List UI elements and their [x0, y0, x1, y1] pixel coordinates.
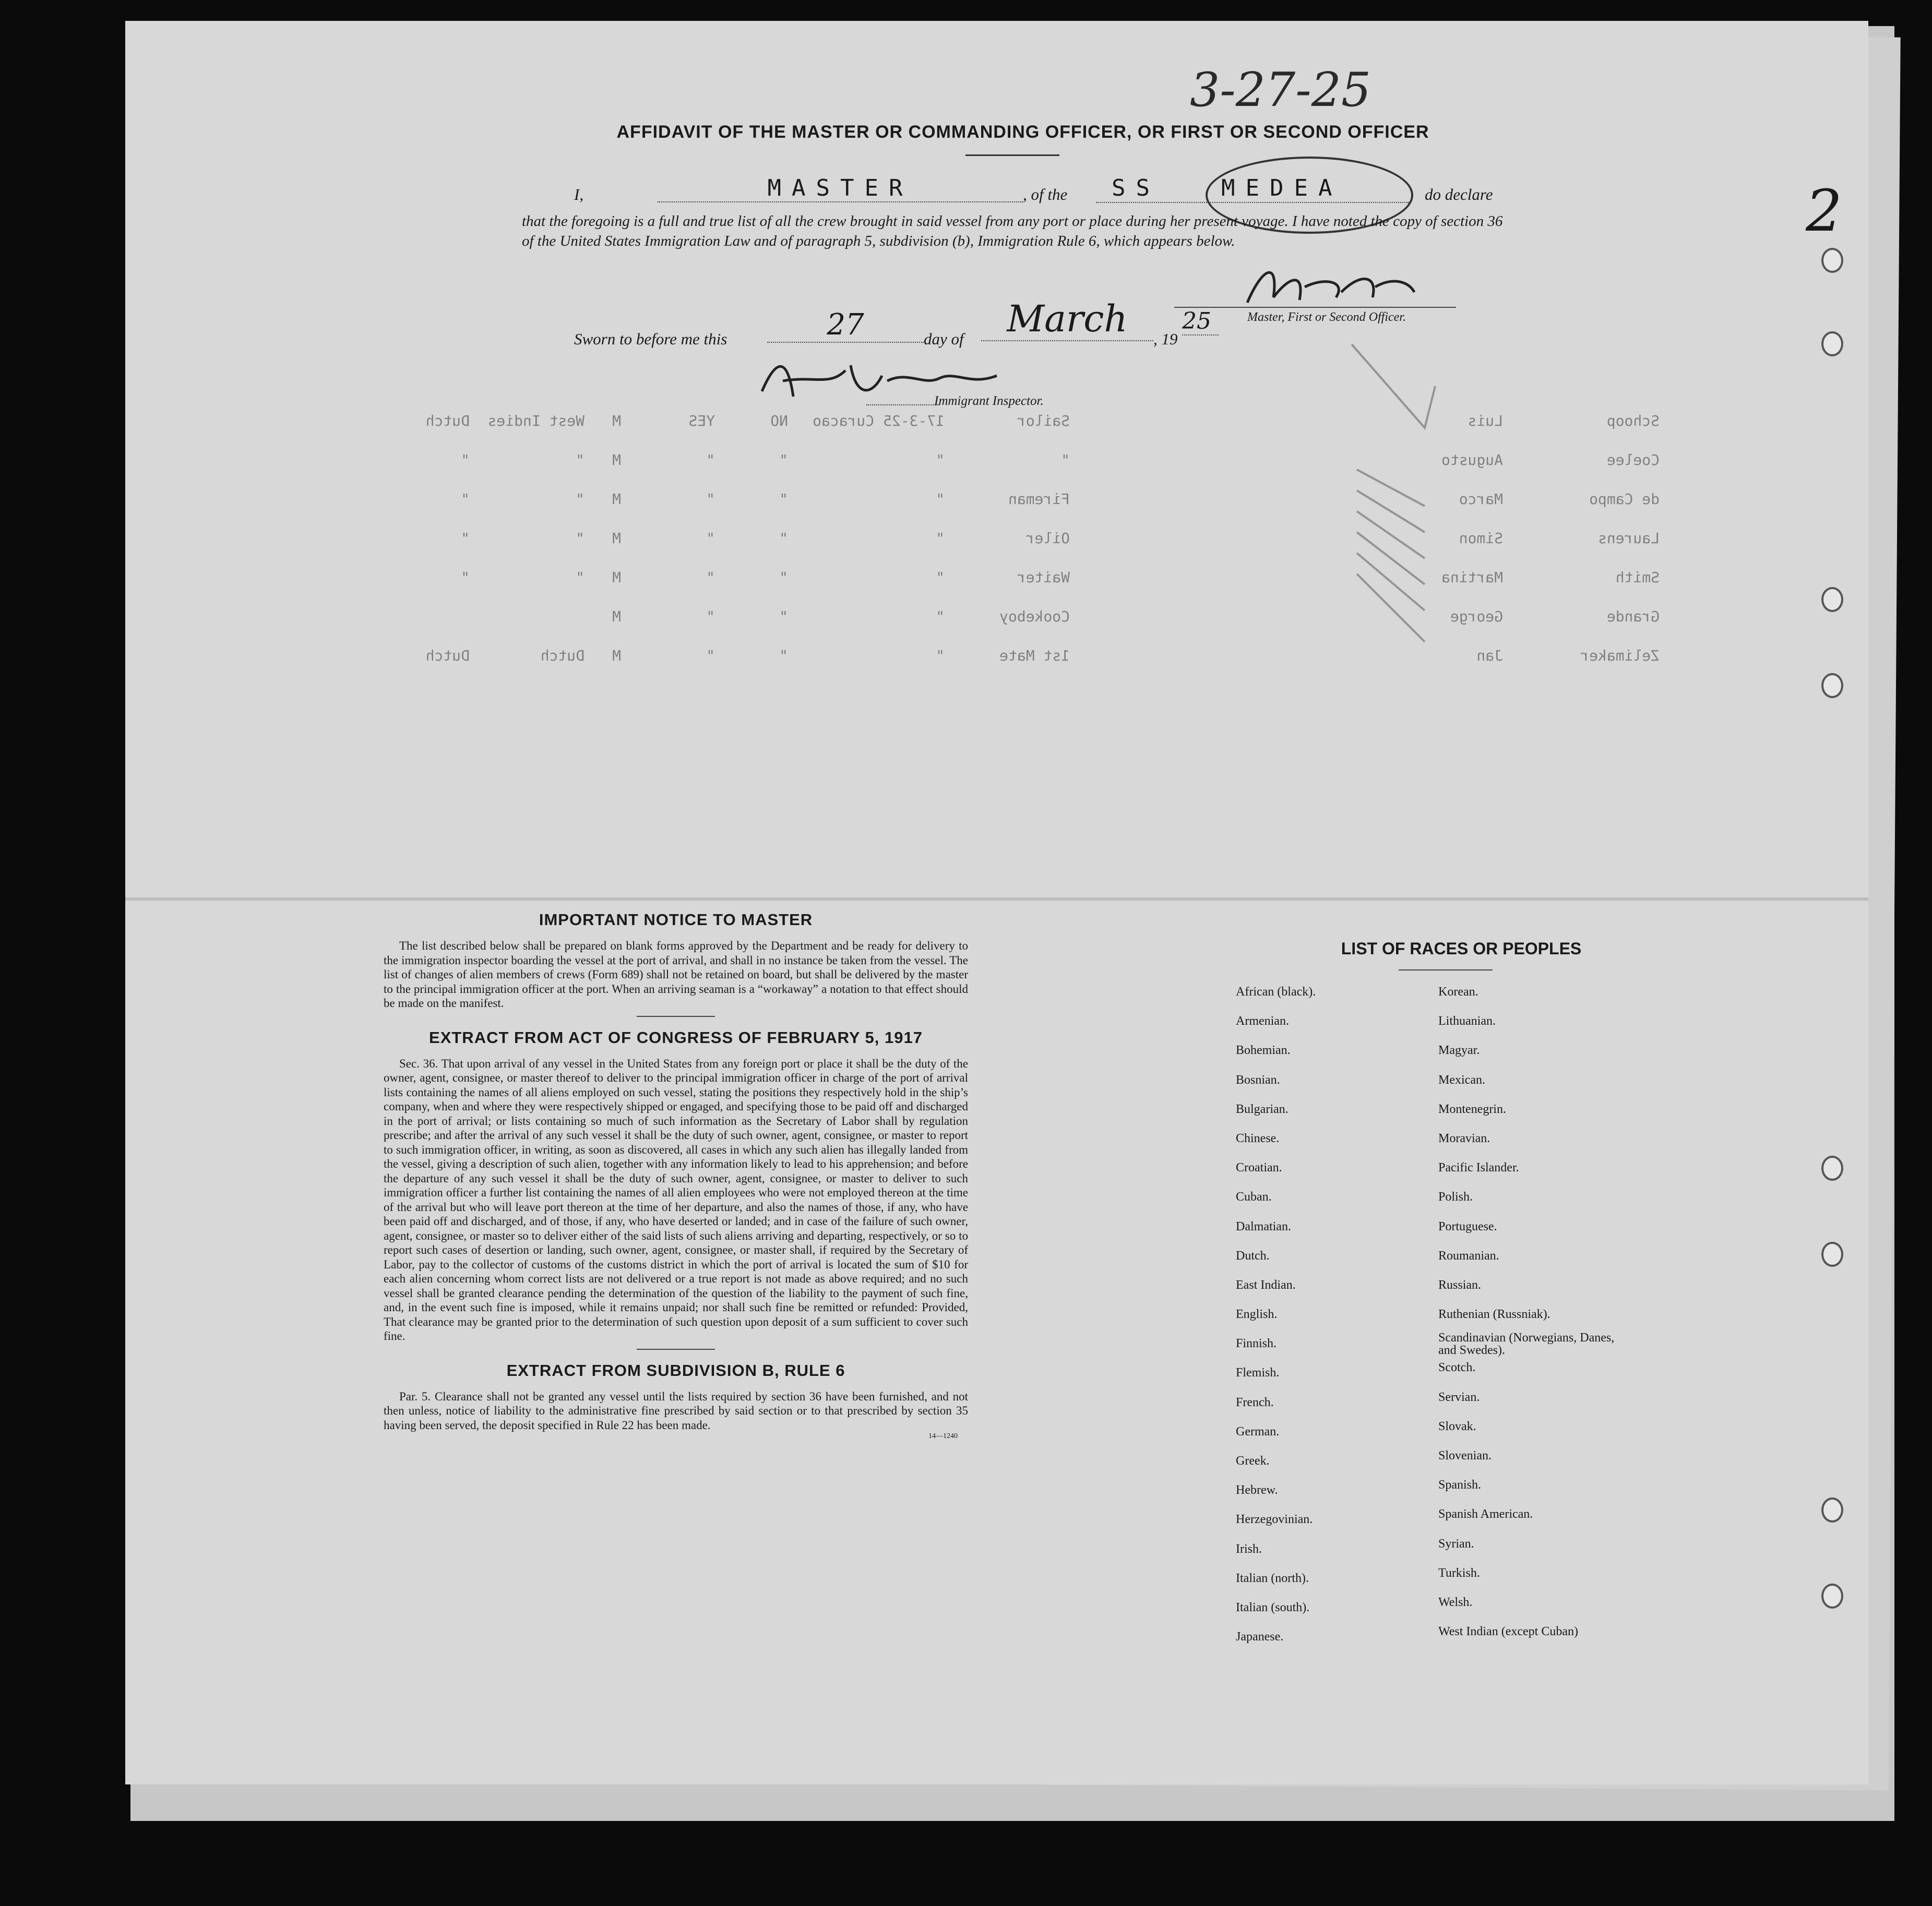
inspector-caption: Immigrant Inspector.	[934, 394, 1044, 408]
crew-position: Cookeboy	[999, 608, 1070, 625]
crew-sex: M	[612, 451, 621, 469]
crew-col1: "	[779, 647, 788, 664]
punch-hole	[1821, 1584, 1843, 1609]
race-item: Dalmatian.	[1236, 1219, 1291, 1233]
race-item: Dutch.	[1236, 1249, 1270, 1263]
section-rule	[637, 1349, 715, 1350]
race-item: Scotch.	[1438, 1361, 1476, 1375]
race-item: Greek.	[1236, 1454, 1270, 1468]
race-item: Chinese.	[1236, 1131, 1280, 1145]
crew-col1: NO	[770, 412, 788, 429]
crew-position: Waiter	[1017, 569, 1070, 586]
crew-col2: "	[706, 608, 715, 625]
check-marks	[1346, 334, 1451, 668]
master-field: MASTER	[658, 175, 1023, 202]
race-item: Welsh.	[1438, 1595, 1473, 1609]
of-the-label: , of the	[1023, 185, 1068, 203]
crew-col1: "	[779, 608, 788, 625]
do-declare-label: do declare	[1425, 185, 1493, 203]
punch-hole	[1821, 1242, 1843, 1267]
crew-surname: Coelee	[1606, 451, 1660, 469]
crew-date: 17-3-25 Curacao	[813, 412, 945, 429]
crew-row	[407, 530, 1660, 566]
crew-given: Martina	[1441, 569, 1503, 586]
punch-hole	[1821, 587, 1843, 612]
punch-hole	[1821, 1497, 1843, 1523]
fold-crease	[125, 897, 1868, 901]
page-number: 2	[1806, 177, 1842, 244]
master-signature	[1242, 256, 1420, 313]
race-item: English.	[1236, 1308, 1278, 1322]
title-rule	[965, 154, 1059, 156]
affidavit-title: AFFIDAVIT OF THE MASTER OR COMMANDING OFFICER, OR FIRST OR SECOND OFFICER	[616, 122, 1429, 142]
race-item: Armenian.	[1236, 1014, 1289, 1028]
crew-race: "	[576, 569, 585, 586]
crew-nationality: "	[461, 569, 470, 586]
crew-col1: "	[779, 530, 788, 547]
rule-text: Par. 5. Clearance shall not be granted any vessel until the lists required by section 36 have been furnished, and not then unless, notice of liability to the administrative fine prescribed by said section or to that prescribed by section 35 having been served, the deposit specified in Rule 22 has been made.	[384, 1389, 968, 1432]
crew-col1: "	[779, 569, 788, 586]
crew-sex: M	[612, 569, 621, 586]
crew-row	[407, 608, 1660, 644]
crew-row	[407, 569, 1660, 605]
crew-sex: M	[612, 412, 621, 429]
race-item: West Indian (except Cuban)	[1438, 1625, 1578, 1639]
sworn-year: 25	[1182, 308, 1219, 335]
races-rule	[1399, 969, 1493, 970]
race-item: Ruthenian (Russniak).	[1438, 1308, 1551, 1322]
punch-hole	[1821, 248, 1843, 273]
form-number: 14—1240	[928, 1432, 958, 1440]
race-item: Slovenian.	[1438, 1449, 1492, 1463]
race-item: Italian (north).	[1236, 1571, 1309, 1585]
crew-given: Simon	[1459, 530, 1503, 547]
race-item: Italian (south).	[1236, 1600, 1310, 1614]
race-item: Finnish.	[1236, 1337, 1277, 1351]
race-item: Pacific Islander.	[1438, 1161, 1519, 1175]
crew-position: "	[1061, 451, 1070, 469]
rule-title: EXTRACT FROM SUBDIVISION B, RULE 6	[506, 1361, 845, 1380]
crew-col2: "	[706, 451, 715, 469]
crew-given: Luis	[1468, 412, 1503, 429]
crew-date: "	[936, 451, 945, 469]
crew-nationality: "	[461, 490, 470, 508]
race-item: Korean.	[1438, 985, 1478, 999]
race-item: Montenegrin.	[1438, 1102, 1506, 1116]
race-item: Spanish American.	[1438, 1507, 1533, 1521]
crew-row	[407, 647, 1660, 684]
handwritten-date: 3-27-25	[1190, 63, 1372, 117]
race-item: Bulgarian.	[1236, 1102, 1289, 1116]
sworn-label: Sworn to before me this	[574, 330, 728, 348]
signature-caption: Master, First or Second Officer.	[1247, 310, 1406, 324]
race-item: East Indian.	[1236, 1278, 1296, 1292]
race-item: Bosnian.	[1236, 1073, 1280, 1087]
crew-nationality: "	[461, 451, 470, 469]
crew-race: West Indies	[487, 412, 585, 429]
crew-sex: M	[612, 530, 621, 547]
race-item: Mexican.	[1438, 1073, 1485, 1087]
punch-hole	[1821, 673, 1843, 698]
crew-col2: "	[706, 490, 715, 508]
race-item: Syrian.	[1438, 1537, 1474, 1551]
crew-surname: Laurens	[1597, 530, 1660, 547]
race-item: German.	[1236, 1424, 1280, 1439]
year-prefix: , 19	[1153, 330, 1178, 348]
crew-position: 1st Mate	[999, 647, 1070, 664]
race-item: Flemish.	[1236, 1366, 1280, 1380]
race-item: Servian.	[1438, 1390, 1480, 1404]
race-item: Portuguese.	[1438, 1219, 1497, 1233]
vessel-prefix: SS	[1112, 175, 1160, 201]
race-item: Magyar.	[1438, 1044, 1480, 1058]
crew-row	[407, 451, 1660, 488]
race-item: Lithuanian.	[1438, 1014, 1496, 1028]
crew-given: Marco	[1459, 490, 1503, 508]
crew-date: "	[936, 569, 945, 586]
crew-position: Fireman	[1008, 490, 1070, 508]
crew-row	[407, 412, 1660, 449]
crew-given: George	[1450, 608, 1503, 625]
day-of-label: day of	[924, 330, 964, 348]
crew-date: "	[936, 490, 945, 508]
race-item: Russian.	[1438, 1278, 1482, 1292]
crew-race: "	[576, 530, 585, 547]
crew-row	[407, 490, 1660, 527]
race-item: Polish.	[1438, 1190, 1473, 1204]
declaration-body: that the foregoing is a full and true list of all the crew brought in said vessel from any port or place during her present voyage. I have noted the copy of section 36 of the United States Immigration Law and of paragraph 5, subdivision (b), Immigration Rule 6, which appears below.	[522, 213, 1503, 249]
crew-date: "	[936, 608, 945, 625]
crew-race: "	[576, 451, 585, 469]
punch-hole	[1821, 1156, 1843, 1181]
crew-position: Oiler	[1025, 530, 1070, 547]
crew-col2: "	[706, 530, 715, 547]
race-item: African (black).	[1236, 985, 1316, 999]
crew-col2: YES	[688, 412, 715, 429]
crew-surname: Grande	[1606, 608, 1660, 625]
crew-race: Dutch	[540, 647, 585, 664]
act-title: EXTRACT FROM ACT OF CONGRESS OF FEBRUARY 5, 1917	[429, 1028, 923, 1047]
race-item: Herzegovinian.	[1236, 1513, 1313, 1527]
act-text: Sec. 36. That upon arrival of any vessel in the United States from any foreign port or place it shall be the duty of the owner, agent, consignee, or master thereof to deliver to the principal immigration officer in charge of the port of arrival lists containing the names of all aliens employed on such vessel, stating the positions they respectively hold in the ship’s company, when and where they were respectively shipped or engaged, and specifying those to be paid off and discharged in the port of arrival; or lists containing so much of such information as the Secretary of Labor shall by regulation prescribe; and after the arrival of any such vessel it shall be the duty of such owner, agent, consignee, or master to report to such immigration officer, in writing, as soon as discovered, all cases in which any such alien has illegally landed from the vessel, giving a description of such alien, together with any information likely to lead to his apprehension; and before the departure of any such vessel it shall be the duty of such owner, agent, consignee, or master to deliver to such immigration officer a further list containing the names of all alien employees who were not employed thereon at the time of the arrival but who will leave port thereon at the time of her departure, and also the names of those, if any, who have been paid off and discharged, and of those, if any, who have deserted or landed; and in case of the failure of such owner, agent, consignee, or master so to deliver either of the said lists of such aliens arriving and departing, respectively, or so to report such cases of desertion or landing, such owner, agent, consignee, or master shall, if required by the Secretary of Labor, pay to the collector of customs of the customs district in which the port of arrival is located the sum of $10 for each alien concerning whom correct lists are not delivered or a true report is not made as above required; and no such vessel shall be granted clearance pending the determination of the question of the liability to the payment of such fine, and, in the event such fine is imposed, while it remains unpaid; nor shall such fine be remitted or refunded: Provided, That clearance may be granted prior to the determination of such question upon deposit of a sum sufficient to cover such fine.	[384, 1057, 968, 1342]
race-item: Spanish.	[1438, 1478, 1482, 1492]
crew-nationality: "	[461, 530, 470, 547]
crew-date: "	[936, 530, 945, 547]
sworn-day: 27	[767, 308, 924, 343]
inspector-line	[866, 404, 939, 405]
crew-col2: "	[706, 569, 715, 586]
race-item: Irish.	[1236, 1542, 1262, 1556]
race-item: Bohemian.	[1236, 1044, 1291, 1058]
crew-surname: Zelimaker	[1580, 647, 1660, 664]
crew-surname: Schoop	[1606, 412, 1660, 429]
crew-sex: M	[612, 490, 621, 508]
crew-race: "	[576, 490, 585, 508]
vessel-name: MEDEA	[1221, 175, 1343, 201]
crew-sex: M	[612, 647, 621, 664]
race-item: Turkish.	[1438, 1566, 1480, 1580]
crew-surname: Smith	[1615, 569, 1660, 586]
sworn-month: March	[981, 297, 1153, 341]
race-item: Hebrew.	[1236, 1483, 1278, 1497]
notice-title: IMPORTANT NOTICE TO MASTER	[539, 910, 813, 929]
notice-text: The list described below shall be prepared on blank forms approved by the Department and be ready for delivery to the immigration inspector boarding the vessel at the port of arrival, and shall in no instance be taken from the vessel. The list of changes of alien members of crews (Form 689) shall not be retained on board, but shall be delivered by the master to the principal immigration officer at the port. When an arriving seaman is a “workaway” a notation to that effect should be made on the manifest.	[384, 939, 968, 1010]
crew-col2: "	[706, 647, 715, 664]
crew-given: Jan	[1476, 647, 1503, 664]
crew-col1: "	[779, 451, 788, 469]
races-title: LIST OF RACES OR PEOPLES	[1341, 939, 1582, 958]
race-item: French.	[1236, 1395, 1274, 1409]
race-item: Croatian.	[1236, 1161, 1282, 1175]
race-item: Japanese.	[1236, 1630, 1284, 1644]
race-item: Cuban.	[1236, 1190, 1272, 1204]
races-left-column	[1236, 985, 1434, 1659]
race-item: Roumanian.	[1438, 1249, 1499, 1263]
crew-surname: de Campo	[1589, 490, 1660, 508]
races-right-column	[1438, 985, 1657, 1654]
crew-nationality: Dutch	[425, 412, 470, 429]
race-item: Moravian.	[1438, 1131, 1490, 1145]
crew-nationality: Dutch	[425, 647, 470, 664]
declaration-i-label: I,	[574, 185, 584, 203]
race-item: Scandinavian (Norwegians, Danes, and Swedes).	[1438, 1331, 1615, 1358]
section-rule	[637, 1016, 715, 1017]
notice-column	[384, 910, 968, 1441]
crew-sex: M	[612, 608, 621, 625]
crew-position: Sailor	[1017, 412, 1070, 429]
race-item: Slovak.	[1438, 1419, 1476, 1433]
crew-date: "	[936, 647, 945, 664]
crew-col1: "	[779, 490, 788, 508]
punch-hole	[1821, 331, 1843, 356]
crew-given: Augusto	[1441, 451, 1503, 469]
